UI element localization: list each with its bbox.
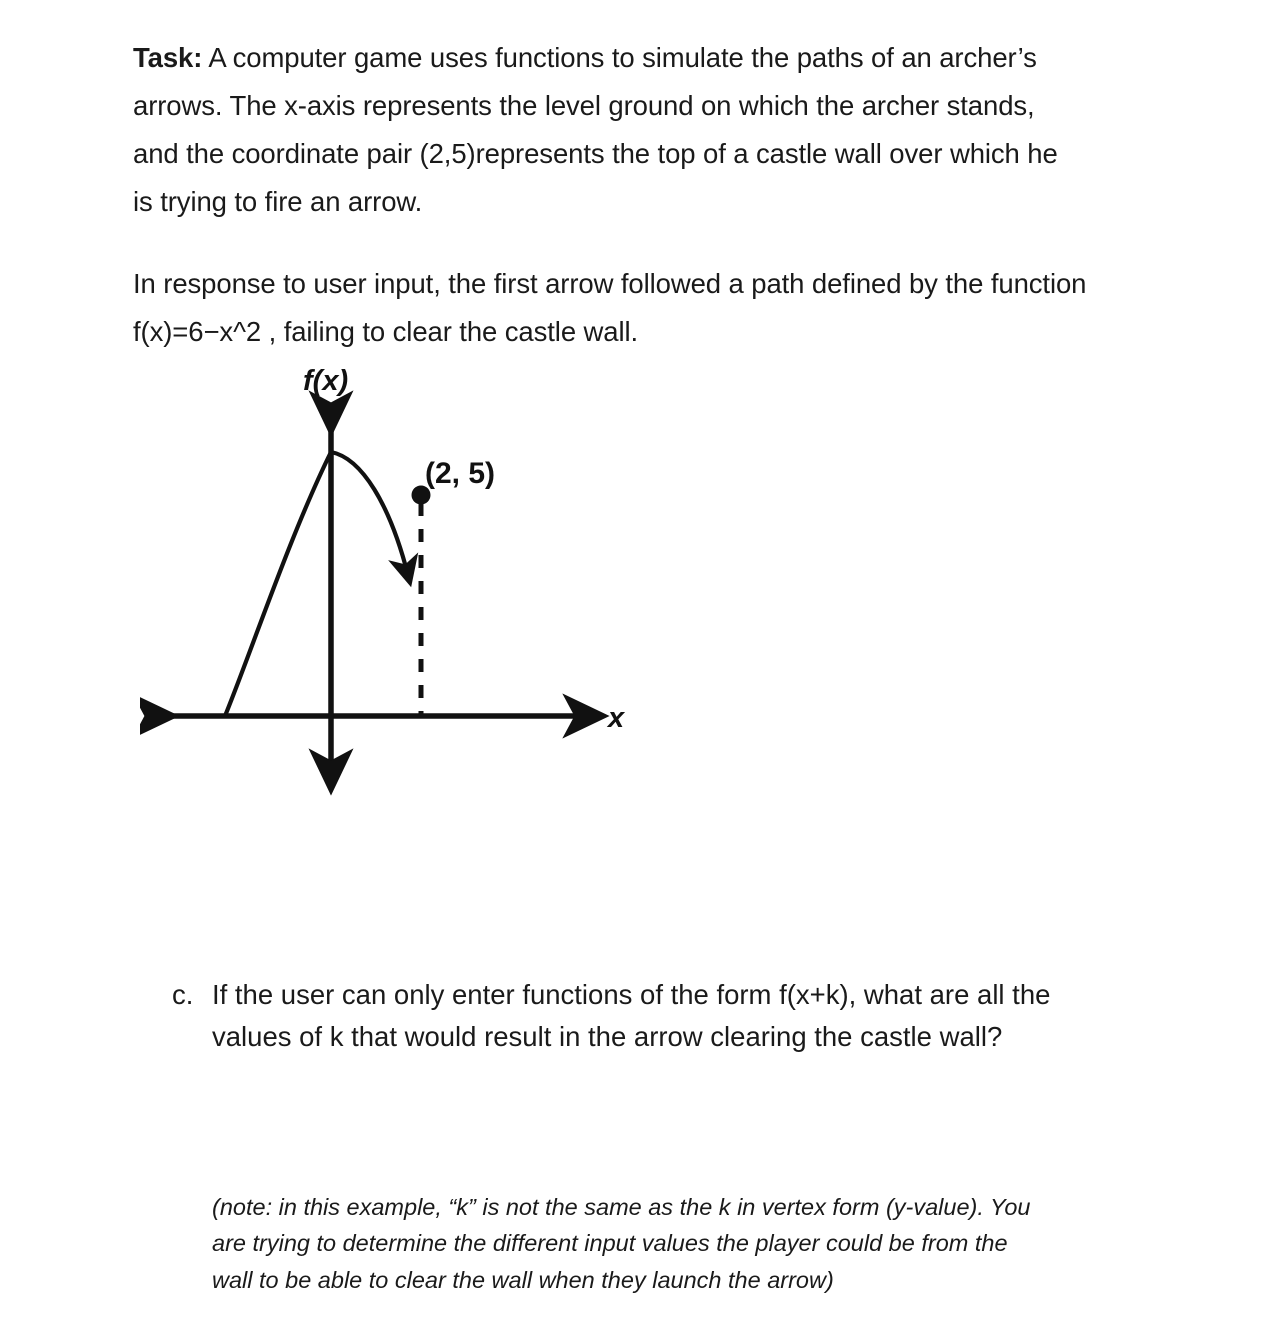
second-paragraph: In response to user input, the first arrow followed a path defined by the function f(x)=6−x^2 , failing to clear the castle wall. [133,267,1087,347]
task-label: Task: [133,41,203,73]
y-axis-label: f(x) [303,365,349,397]
intro-paragraph [133,34,1078,226]
parabola-curve [225,452,408,716]
question-text: If the user can only enter functions of the form f(x+k), what are all the values of k that would result in the arrow clearing the castle wall? [212,979,1051,1052]
note-text: (note: in this example, “k” is not the same as the k in vertex form (y-value). You are trying to determine the different input values the player could be from the wall to be able to clear the wall when they launch the arrow) [212,1193,1031,1293]
intro-paragraph-text: A computer game uses functions to simulate the paths of an archer’s arrows. The x-axis represents the level ground on which the archer stands, and the coordinate pair (2,5)represents the top of a castle wall over which he is trying to fire an arrow. [133,41,1058,217]
parabola-graph-figure [140,355,660,805]
point-coordinate-label: (2, 5) [425,457,496,490]
question-marker: c. [172,979,194,1010]
question-item-c [172,974,1102,1058]
x-axis-label: x [608,702,625,734]
